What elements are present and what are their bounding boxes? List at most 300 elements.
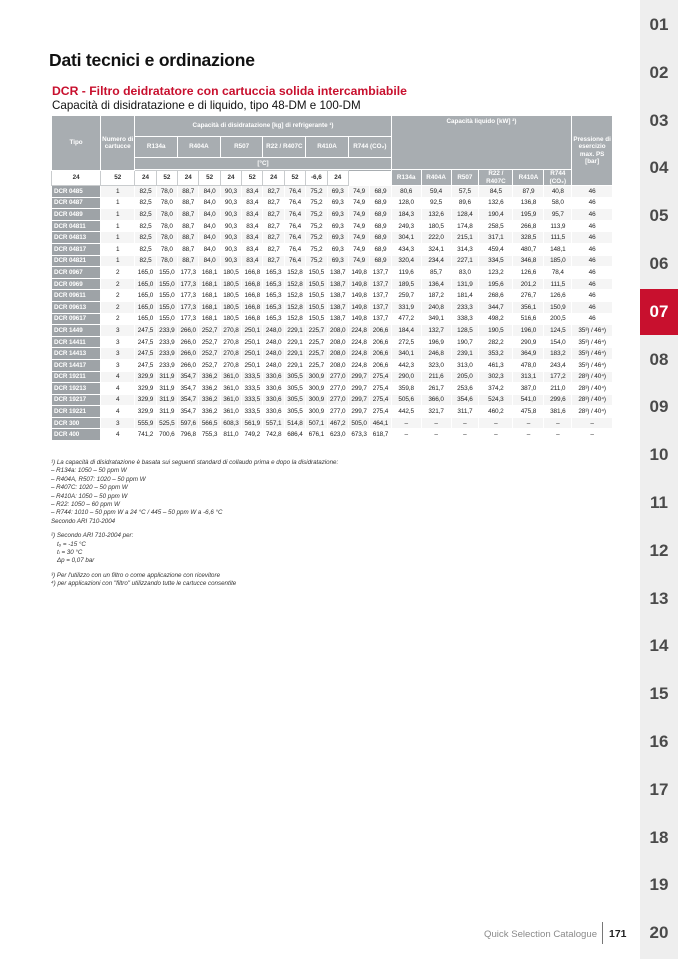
row-value: 137,7 [370, 267, 391, 279]
header-temperature: 24 [263, 171, 284, 186]
row-value: 124,5 [544, 325, 572, 337]
footnote-1-reference: Secondo ARI 710-2004 [51, 517, 116, 525]
row-value: 76,4 [284, 209, 305, 221]
row-cartridges: 4 [101, 406, 135, 418]
row-type: DCR 19213 [52, 383, 101, 395]
row-value: 76,4 [284, 220, 305, 232]
row-value: 505,0 [348, 417, 369, 429]
chapter-tab-04[interactable]: 04 [649, 158, 669, 178]
row-value: 75,2 [306, 209, 327, 221]
row-value: 329,9 [135, 394, 156, 406]
row-value: 323,0 [421, 359, 451, 371]
row-type: DCR 400 [52, 429, 101, 441]
page-title: Dati tecnici e ordinazione [49, 50, 255, 70]
row-value: 68,9 [370, 255, 391, 267]
row-value: 742,8 [263, 429, 284, 441]
row-value: 126,6 [513, 267, 544, 279]
row-value: 354,7 [178, 394, 199, 406]
row-value: 74,9 [348, 232, 369, 244]
row-value: 258,5 [479, 220, 513, 232]
row-type: DCR 19217 [52, 394, 101, 406]
row-value: 28³) / 40⁴) [572, 394, 613, 406]
row-value: 152,8 [284, 290, 305, 302]
header-liq-refrigerant: R507 [451, 170, 479, 186]
row-value: 555,9 [135, 417, 156, 429]
row-value: 180,5 [220, 290, 241, 302]
row-value: 623,0 [327, 429, 348, 441]
row-type: DCR 19221 [52, 406, 101, 418]
row-value: 302,3 [479, 371, 513, 383]
row-value: 177,3 [178, 267, 199, 279]
chapter-tab-07[interactable]: 07 [640, 289, 678, 335]
row-value: 361,0 [220, 394, 241, 406]
header-temperature: -6,6 [306, 171, 327, 186]
row-value: 46 [572, 301, 613, 313]
row-value: 206,6 [370, 359, 391, 371]
row-value: 137,7 [370, 278, 391, 290]
row-value: 35³) / 46⁴) [572, 348, 613, 360]
chapter-tab-09[interactable]: 09 [649, 397, 669, 417]
footnote-1-item: – R407C: 1020 – 50 ppm W [51, 484, 128, 492]
row-value: 75,2 [306, 243, 327, 255]
row-value: 324,1 [421, 243, 451, 255]
row-value: 208,0 [327, 325, 348, 337]
chapter-tab-01[interactable]: 01 [649, 15, 669, 34]
row-type: DCR 1449 [52, 325, 101, 337]
row-value: 152,8 [284, 267, 305, 279]
row-value: 514,8 [284, 417, 305, 429]
table-row [52, 197, 613, 209]
row-value: 277,0 [327, 394, 348, 406]
header-liq-refrigerant: R410A [513, 170, 544, 186]
row-value: 90,3 [220, 197, 241, 209]
row-value: 311,9 [156, 394, 177, 406]
row-value: 46 [572, 220, 613, 232]
row-value: 57,5 [451, 186, 479, 198]
row-value: 442,3 [391, 359, 421, 371]
row-type: DCR 04821 [52, 255, 101, 267]
row-value: 334,5 [479, 255, 513, 267]
row-value: 84,0 [199, 243, 220, 255]
row-type: DCR 04813 [52, 232, 101, 244]
row-value: 248,0 [263, 359, 284, 371]
row-value: 68,9 [370, 186, 391, 198]
row-value: 165,0 [135, 267, 156, 279]
row-value: 333,5 [242, 371, 263, 383]
chapter-tab-15[interactable]: 15 [649, 684, 669, 704]
row-value: – [513, 429, 544, 441]
row-value: 275,4 [370, 371, 391, 383]
row-value: 155,0 [156, 278, 177, 290]
row-value: 361,0 [220, 371, 241, 383]
row-value: 328,5 [513, 232, 544, 244]
row-value: 113,9 [544, 220, 572, 232]
row-value: 35³) / 46⁴) [572, 359, 613, 371]
row-value: 58,0 [544, 197, 572, 209]
row-value: 557,1 [263, 417, 284, 429]
row-type: DCR 04811 [52, 220, 101, 232]
row-value: 233,9 [156, 325, 177, 337]
row-value: 180,5 [421, 220, 451, 232]
row-value: 299,7 [348, 383, 369, 395]
row-value: 344,7 [479, 301, 513, 313]
row-value: 195,9 [513, 209, 544, 221]
header-spacer [370, 170, 391, 171]
page-number: 171 [609, 928, 627, 940]
row-type: DCR 0485 [52, 186, 101, 198]
chapter-tab-16[interactable]: 16 [649, 732, 669, 751]
row-value: 184,3 [391, 209, 421, 221]
row-value: 165,3 [263, 290, 284, 302]
data-table [51, 115, 613, 441]
row-value: 138,7 [327, 278, 348, 290]
row-value: 150,5 [306, 290, 327, 302]
table-row [52, 348, 613, 360]
row-value: 305,5 [284, 383, 305, 395]
row-cartridges: 4 [101, 383, 135, 395]
table-row [52, 232, 613, 244]
row-value: 755,3 [199, 429, 220, 441]
row-value: 138,7 [327, 301, 348, 313]
footer-catalogue-label: Quick Selection Catalogue [484, 929, 598, 940]
chapter-tab-05[interactable]: 05 [649, 206, 669, 226]
footnote-2-item: Δp = 0,07 bar [57, 557, 95, 565]
row-value: 82,7 [263, 220, 284, 232]
row-value: 354,7 [178, 371, 199, 383]
row-value: 84,0 [199, 255, 220, 267]
footnotes [51, 459, 611, 589]
row-value: – [421, 429, 451, 441]
row-cartridges: 2 [101, 313, 135, 325]
table-row [52, 301, 613, 313]
row-value: 69,3 [327, 197, 348, 209]
row-value: 149,8 [348, 267, 369, 279]
row-value: 78,0 [156, 255, 177, 267]
row-value: 111,5 [544, 232, 572, 244]
row-value: 69,3 [327, 232, 348, 244]
row-value: 330,6 [263, 394, 284, 406]
row-value: 150,5 [306, 278, 327, 290]
row-value: 88,7 [178, 186, 199, 198]
section-subtitle: DCR - Filtro deidratatore con cartuccia solida intercambiabile [52, 84, 407, 98]
row-value: 187,2 [421, 290, 451, 302]
chapter-tab-03[interactable]: 03 [649, 110, 669, 130]
row-value: 359,8 [391, 383, 421, 395]
chapter-tab-13[interactable]: 13 [649, 588, 669, 608]
row-value: 85,7 [421, 267, 451, 279]
row-value: 165,0 [135, 301, 156, 313]
row-cartridges: 1 [101, 255, 135, 267]
row-value: 266,0 [178, 359, 199, 371]
row-value: 464,1 [370, 417, 391, 429]
row-value: 311,7 [451, 406, 479, 418]
row-value: 290,0 [391, 371, 421, 383]
row-value: 206,6 [370, 348, 391, 360]
row-value: 206,6 [370, 325, 391, 337]
row-value: 168,1 [199, 313, 220, 325]
row-value: 566,5 [199, 417, 220, 429]
row-value: 136,8 [513, 197, 544, 209]
row-value: 233,9 [156, 348, 177, 360]
row-value: 277,0 [327, 406, 348, 418]
row-cartridges: 1 [101, 186, 135, 198]
table-row [52, 209, 613, 221]
row-value: 250,1 [242, 359, 263, 371]
row-value: 248,0 [263, 325, 284, 337]
row-cartridges: 4 [101, 371, 135, 383]
row-value: 246,8 [421, 348, 451, 360]
row-value: 155,0 [156, 267, 177, 279]
row-value: 266,0 [178, 325, 199, 337]
row-cartridges: 3 [101, 336, 135, 348]
row-value: 68,9 [370, 220, 391, 232]
chapter-tab-02[interactable]: 02 [649, 62, 669, 82]
row-value: 300,9 [306, 394, 327, 406]
row-value: 317,1 [479, 232, 513, 244]
header-liq-refrigerant: R22 / R407C [479, 170, 513, 186]
footnote-4: ⁴) per applicazioni con "filtro" utilizzando tutte le cartucce consentite [51, 580, 237, 588]
footnote-1: ¹) La capacità di disidratazione è basata sui seguenti standard di collaudo prima e dopo la disidratazione: [51, 459, 339, 466]
row-value: 796,8 [178, 429, 199, 441]
row-value: 225,7 [306, 348, 327, 360]
row-value: – [479, 429, 513, 441]
row-value: 128,4 [451, 209, 479, 221]
row-value: 190,7 [451, 336, 479, 348]
row-value: 366,0 [421, 394, 451, 406]
row-value: 78,0 [156, 232, 177, 244]
row-value: 78,4 [544, 267, 572, 279]
header-spacer [348, 170, 369, 171]
row-value: 132,6 [479, 197, 513, 209]
row-value: 300,9 [306, 406, 327, 418]
row-value: 168,1 [199, 301, 220, 313]
row-value: 177,3 [178, 278, 199, 290]
row-value: 83,4 [242, 232, 263, 244]
row-cartridges: 1 [101, 220, 135, 232]
row-value: 330,6 [263, 383, 284, 395]
row-value: 329,9 [135, 406, 156, 418]
row-value: 266,0 [178, 336, 199, 348]
row-value: 234,4 [421, 255, 451, 267]
row-value: 354,6 [451, 394, 479, 406]
row-type: DCR 09611 [52, 290, 101, 302]
row-value: 561,9 [242, 417, 263, 429]
table-row [52, 186, 613, 198]
chapter-tab-18[interactable]: 18 [649, 827, 669, 847]
row-value: 189,5 [391, 278, 421, 290]
row-cartridges: 1 [101, 197, 135, 209]
row-cartridges: 2 [101, 278, 135, 290]
row-value: 150,9 [544, 301, 572, 313]
row-cartridges: 4 [101, 429, 135, 441]
chapter-tab-11[interactable]: 11 [650, 493, 668, 512]
row-value: 83,0 [451, 267, 479, 279]
header-pressione: Pressione di esercizio max. PS [bar] [572, 116, 613, 186]
row-value: – [572, 417, 613, 429]
row-value: 88,7 [178, 255, 199, 267]
row-value: 68,9 [370, 232, 391, 244]
row-value: 597,6 [178, 417, 199, 429]
header-liq-refrigerant: R744 (CO₂) [544, 170, 572, 186]
row-value: 227,1 [451, 255, 479, 267]
row-value: 82,7 [263, 243, 284, 255]
row-value: – [391, 429, 421, 441]
header-capacita-liquido: Capacità liquido [kW] ²) [391, 116, 572, 170]
row-value: 195,6 [479, 278, 513, 290]
row-value: 305,5 [284, 371, 305, 383]
chapter-tab-08[interactable]: 08 [649, 349, 669, 369]
row-value: 185,0 [544, 255, 572, 267]
row-value: 270,8 [220, 348, 241, 360]
row-value: 336,2 [199, 406, 220, 418]
header-dis-refrigerant: R507 [220, 137, 263, 158]
row-value: 168,1 [199, 278, 220, 290]
table-row [52, 290, 613, 302]
row-value: 253,6 [451, 383, 479, 395]
row-cartridges: 3 [101, 359, 135, 371]
row-value: 354,7 [178, 383, 199, 395]
row-value: 336,2 [199, 371, 220, 383]
row-value: 290,9 [513, 336, 544, 348]
row-value: 300,9 [306, 383, 327, 395]
header-temperature: 24 [135, 171, 156, 186]
row-type: DCR 14417 [52, 359, 101, 371]
chapter-tab-06[interactable]: 06 [649, 254, 669, 273]
header-numero: Numero di cartucce [101, 116, 135, 171]
header-tipo: Tipo [52, 116, 101, 171]
row-type: DCR 300 [52, 417, 101, 429]
row-value: 74,9 [348, 220, 369, 232]
row-value: 275,4 [370, 394, 391, 406]
row-value: 80,6 [391, 186, 421, 198]
row-value: 84,0 [199, 186, 220, 198]
row-value: 137,7 [370, 301, 391, 313]
row-value: 89,6 [451, 197, 479, 209]
row-value: 84,5 [479, 186, 513, 198]
row-value: 46 [572, 313, 613, 325]
row-value: 475,8 [513, 406, 544, 418]
row-type: DCR 19211 [52, 371, 101, 383]
row-value: 90,3 [220, 220, 241, 232]
row-type: DCR 14413 [52, 348, 101, 360]
chapter-tab-19[interactable]: 19 [649, 875, 669, 895]
row-value: 123,2 [479, 267, 513, 279]
footnote-3: ³) Per l'utilizzo con un filtro o come applicazione con ricevitore [51, 571, 221, 579]
row-value: 333,5 [242, 406, 263, 418]
row-value: 505,6 [391, 394, 421, 406]
row-value: 76,4 [284, 232, 305, 244]
row-value: 272,5 [391, 336, 421, 348]
chapter-tab-17[interactable]: 17 [649, 779, 669, 799]
row-value: 353,2 [479, 348, 513, 360]
row-value: 148,1 [544, 243, 572, 255]
row-value: 87,9 [513, 186, 544, 198]
row-value: 299,7 [348, 394, 369, 406]
row-value: 28³) / 40⁴) [572, 406, 613, 418]
row-value: 138,7 [327, 290, 348, 302]
row-value: 229,1 [284, 348, 305, 360]
table-row [52, 371, 613, 383]
chapter-tab-12[interactable]: 12 [649, 540, 669, 560]
row-value: 174,8 [451, 220, 479, 232]
chapter-tab-14[interactable]: 14 [649, 636, 669, 656]
row-value: 46 [572, 290, 613, 302]
row-value: 516,6 [513, 313, 544, 325]
row-value: 434,3 [391, 243, 421, 255]
row-value: 88,7 [178, 209, 199, 221]
row-value: 95,7 [544, 209, 572, 221]
chapter-tab-10[interactable]: 10 [649, 445, 669, 465]
row-value: – [513, 417, 544, 429]
row-value: 336,2 [199, 383, 220, 395]
row-value: 83,4 [242, 186, 263, 198]
row-value: 266,0 [178, 348, 199, 360]
row-value: 75,2 [306, 220, 327, 232]
row-value: 149,8 [348, 313, 369, 325]
table-row [52, 278, 613, 290]
row-value: 270,8 [220, 325, 241, 337]
row-value: 132,6 [421, 209, 451, 221]
row-value: 165,3 [263, 278, 284, 290]
row-value: 166,8 [242, 290, 263, 302]
header-liq-refrigerant: R134a [391, 170, 421, 186]
header-liq-refrigerant: R404A [421, 170, 451, 186]
footer-divider [602, 922, 603, 944]
row-value: 69,3 [327, 243, 348, 255]
row-value: 46 [572, 267, 613, 279]
row-value: 196,9 [421, 336, 451, 348]
row-value: 35³) / 46⁴) [572, 336, 613, 348]
row-value: 155,0 [156, 301, 177, 313]
row-value: 138,7 [327, 313, 348, 325]
table-row [52, 325, 613, 337]
row-value: 88,7 [178, 243, 199, 255]
row-value: 168,1 [199, 267, 220, 279]
row-value: 225,7 [306, 325, 327, 337]
table-row [52, 406, 613, 418]
row-value: 180,5 [220, 301, 241, 313]
row-value: 28³) / 40⁴) [572, 371, 613, 383]
row-value: 247,5 [135, 325, 156, 337]
row-value: 78,0 [156, 209, 177, 221]
row-value: 74,9 [348, 209, 369, 221]
row-value: 270,8 [220, 359, 241, 371]
row-value: 248,0 [263, 336, 284, 348]
row-value: 177,3 [178, 290, 199, 302]
chapter-tab-20[interactable]: 20 [649, 923, 669, 943]
section-subtitle-secondary: Capacità di disidratazione e di liquido, tipo 48-DM e 100-DM [52, 99, 361, 112]
footnote-1-item: – R22: 1050 – 60 ppm W [51, 501, 120, 509]
row-type: DCR 0967 [52, 267, 101, 279]
row-value: 201,2 [513, 278, 544, 290]
row-value: 138,7 [327, 267, 348, 279]
row-type: DCR 0489 [52, 209, 101, 221]
header-temperature: 52 [242, 171, 263, 186]
row-value: 165,0 [135, 313, 156, 325]
row-value: 480,7 [513, 243, 544, 255]
row-value: 180,5 [220, 313, 241, 325]
row-value: 83,4 [242, 197, 263, 209]
header-temperature: 52 [101, 171, 135, 186]
row-value: 82,5 [135, 220, 156, 232]
header-dis-refrigerant: R134a [135, 137, 178, 158]
row-value: 78,0 [156, 220, 177, 232]
row-value: 46 [572, 209, 613, 221]
row-value: 233,9 [156, 359, 177, 371]
row-value: 541,0 [513, 394, 544, 406]
row-value: 46 [572, 255, 613, 267]
row-value: 74,9 [348, 197, 369, 209]
